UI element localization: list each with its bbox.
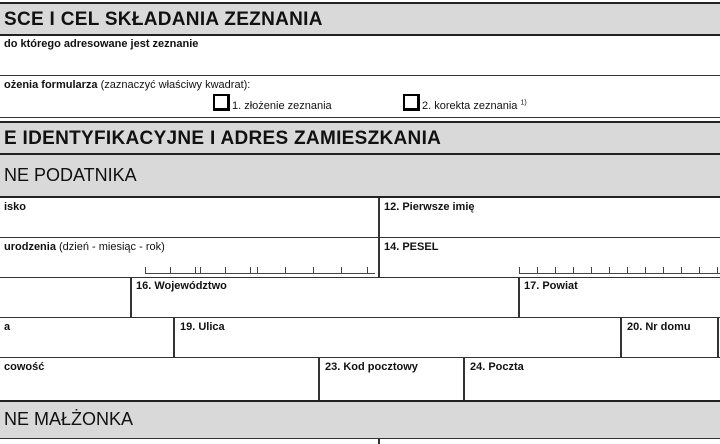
subsection-header-taxpayer (0, 155, 720, 198)
footnote-marker: 1) (520, 99, 527, 107)
form-purpose-field (0, 76, 720, 118)
subsection-header-spouse (0, 400, 720, 442)
birth-date-input[interactable] (145, 266, 375, 274)
section-header-c (0, 121, 720, 155)
municipality-label: a (4, 321, 11, 333)
locality-label: cowość (4, 361, 45, 373)
tax-office-field[interactable] (0, 36, 720, 76)
county-label: 17. Powiat (524, 280, 578, 292)
post-office-label: 24. Poczta (470, 361, 524, 373)
section-title-b: SCE I CEL SKŁADANIA ZEZNANIA (4, 9, 323, 30)
first-name-label: 12. Pierwsze imię (384, 201, 475, 213)
surname-label: isko (4, 201, 27, 213)
subsection-title-spouse: NE MAŁŻONKA (4, 409, 134, 429)
pesel-input[interactable] (519, 266, 720, 274)
row-names (0, 198, 720, 238)
form-purpose-label: ożenia formularza (zaznaczyć właściwy kwadrat): (4, 79, 251, 91)
option-correction[interactable]: 2. korekta zeznania $^{1)}$ (403, 94, 527, 112)
house-number-label: 20. Nr domu (627, 321, 691, 333)
subsection-title-taxpayer: NE PODATNIKA (4, 165, 137, 185)
postal-code-label: 23. Kod pocztowy (325, 361, 418, 373)
row-birth-pesel (0, 238, 720, 278)
pesel-label: 14. PESEL (384, 241, 439, 253)
voivodeship-label: 16. Województwo (136, 280, 227, 292)
street-label: 19. Ulica (180, 321, 225, 333)
option-submit[interactable]: 1. złożenie zeznania (213, 94, 332, 112)
row-locality (0, 358, 720, 400)
tax-office-label: do którego adresowane jest zeznanie (4, 38, 199, 50)
row-street (0, 318, 720, 358)
section-title-c: E IDENTYFIKACYJNE I ADRES ZAMIESZKANIA (4, 128, 442, 149)
checkbox-icon[interactable] (213, 94, 230, 111)
row-region (0, 278, 720, 318)
birth-date-label: urodzenia (dzień - miesiąc - rok) (4, 241, 165, 253)
section-header-b (0, 2, 720, 36)
checkbox-icon[interactable] (403, 94, 420, 111)
